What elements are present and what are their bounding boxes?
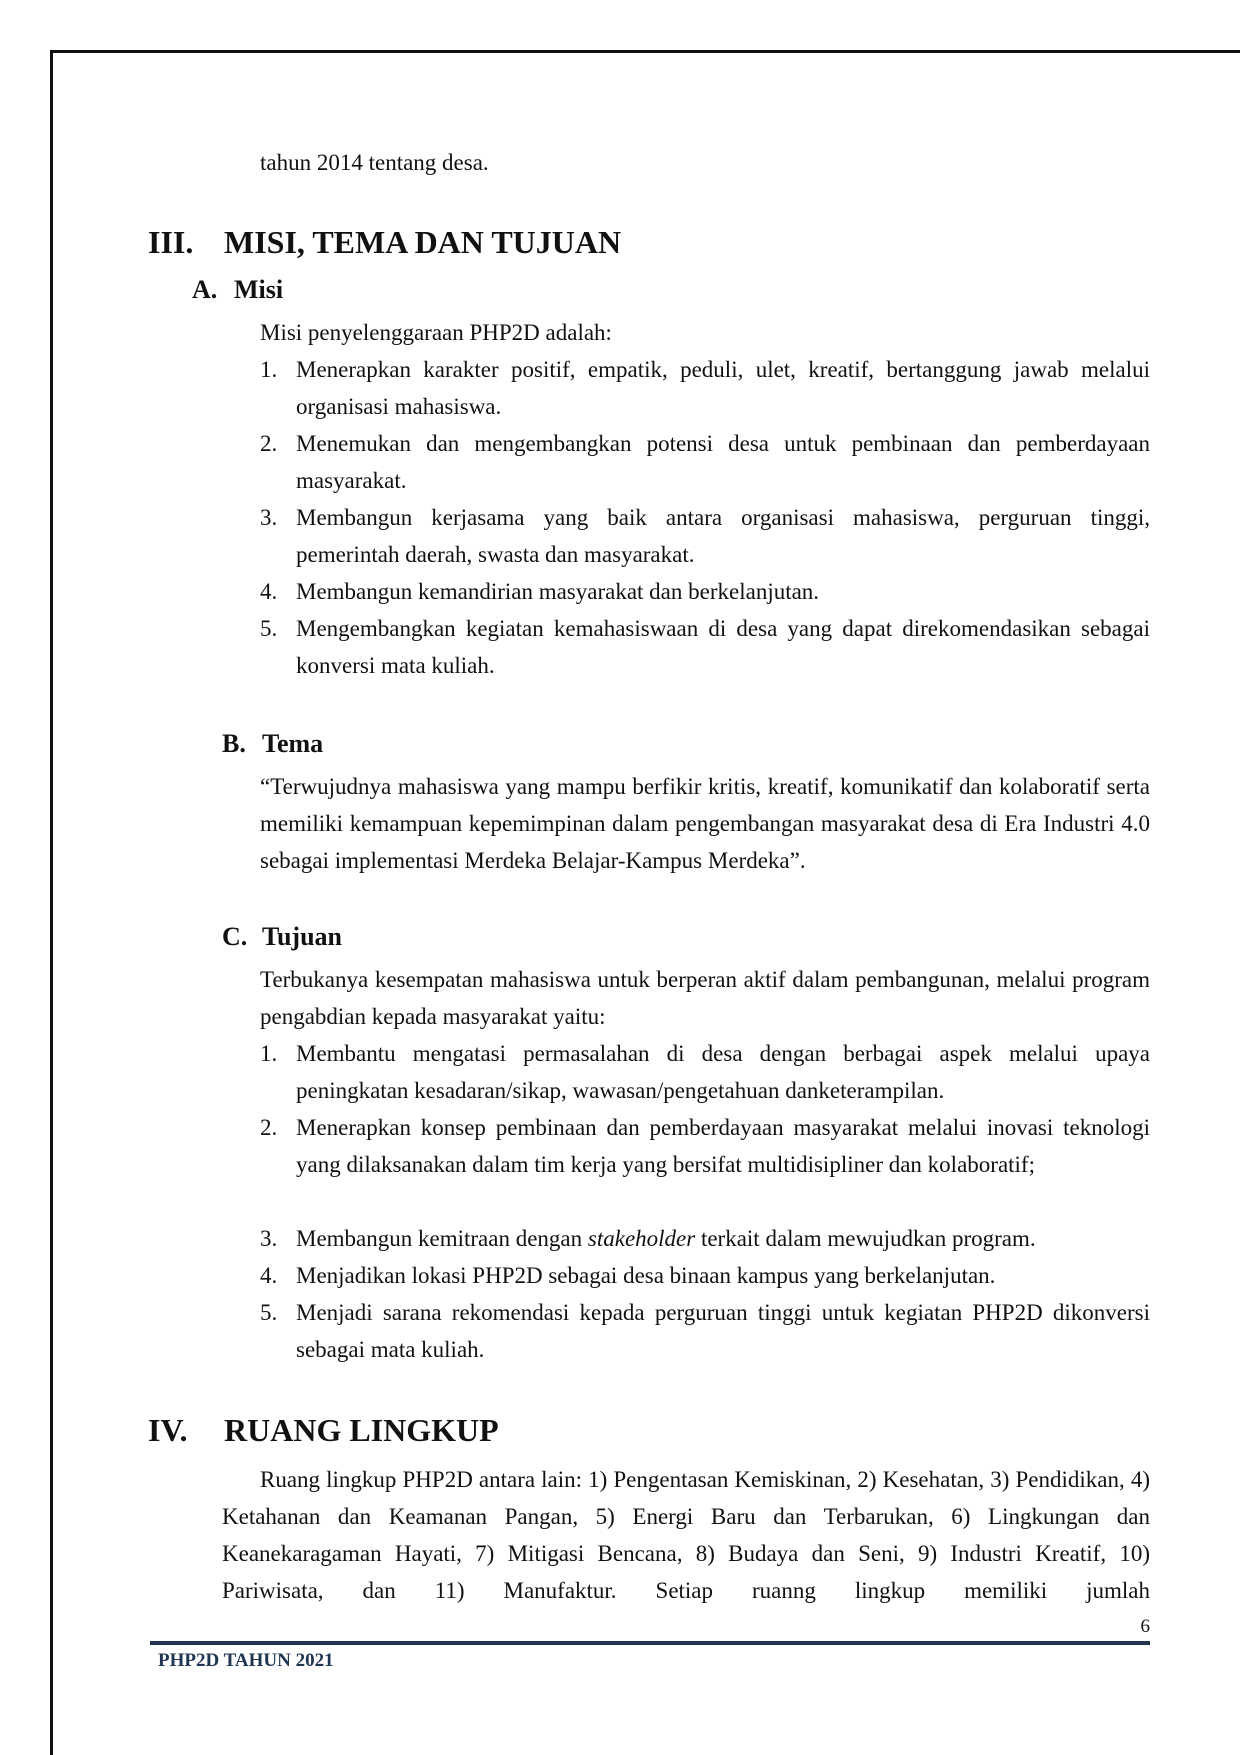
list-number: 5. <box>260 1300 278 1325</box>
subsection-letter: C. <box>222 922 248 951</box>
section-number: IV. <box>148 1412 188 1448</box>
list-item <box>260 1109 1150 1183</box>
section-title: MISI, TEMA DAN TUJUAN <box>224 224 622 260</box>
subsection-tema-heading <box>222 727 323 761</box>
list-number: 3. <box>260 505 278 530</box>
subsection-letter: A. <box>192 275 218 304</box>
footer-divider <box>150 1641 1150 1645</box>
footer-label: PHP2D TAHUN 2021 <box>158 1650 334 1671</box>
tema-text: “Terwujudnya mahasiswa yang mampu berfikir kritis, kreatif, komunikatif dan kolaboratif serta memiliki kemampuan kepemimpinan dalam pengembangan masyarakat desa di Era Industri 4.0 sebagai implementasi Merdeka Belajar-Kampus Merdeka”. <box>260 774 1150 873</box>
list-text: Menjadi sarana rekomendasi kepada perguruan tinggi untuk kegiatan PHP2D dikonversi sebagai mata kuliah. <box>296 1300 1150 1362</box>
tujuan-intro: Terbukanya kesempatan mahasiswa untuk berperan aktif dalam pembangunan, melalui program pengabdian kepada masyarakat yaitu: <box>260 967 1150 1029</box>
list-item <box>260 1035 1150 1109</box>
subsection-title: Tujuan <box>262 922 342 951</box>
intro-text: tahun 2014 tentang desa. <box>260 150 489 175</box>
list-item <box>260 425 1150 499</box>
list-number: 4. <box>260 1263 278 1288</box>
misi-intro: Misi penyelenggaraan PHP2D adalah: <box>260 320 612 345</box>
list-number: 4. <box>260 579 278 604</box>
list-number: 1. <box>260 1041 278 1066</box>
list-number: 5. <box>260 616 278 641</box>
list-text: Menerapkan konsep pembinaan dan pemberdayaan masyarakat melalui inovasi teknologi yang dilaksanakan dalam tim kerja yang bersifat multidisipliner dan kolaboratif; <box>296 1115 1150 1177</box>
list-number: 3. <box>260 1226 278 1251</box>
list-text: Membantu mengatasi permasalahan di desa dengan berbagai aspek melalui upaya peningkatan kesadaran/sikap, wawasan/pengetahuan danketerampilan. <box>296 1041 1150 1103</box>
page-number: 6 <box>1140 1616 1150 1637</box>
list-number: 1. <box>260 357 278 382</box>
subsection-misi-heading <box>192 273 283 307</box>
ruang-lingkup-text: Ruang lingkup PHP2D antara lain: 1) Pengentasan Kemiskinan, 2) Kesehatan, 3) Pendidikan, 4) Ketahanan dan Keamanan Pangan, 5) Energi Baru dan Terbarukan, 6) Lingkungan dan Keanekaragaman Hayati, 7) Mitigasi Bencana, 8) Budaya dan Seni, 9) Industri Kreatif, 10) Pariwisata, dan 11) Manufaktur. Setiap ruanng lingkup memiliki jumlah <box>222 1467 1150 1603</box>
section-title: RUANG LINGKUP <box>224 1412 499 1448</box>
subsection-title: Tema <box>262 729 324 758</box>
subsection-title: Misi <box>234 275 284 304</box>
list-item <box>260 1294 1150 1368</box>
list-text: Mengembangkan kegiatan kemahasiswaan di desa yang dapat direkomendasikan sebagai konversi mata kuliah. <box>296 616 1150 678</box>
subsection-tujuan-heading <box>222 920 342 954</box>
list-item <box>260 1220 1150 1257</box>
list-text: Membangun kerjasama yang baik antara organisasi mahasiswa, perguruan tinggi, pemerintah daerah, swasta dan masyarakat. <box>296 505 1150 567</box>
list-number: 2. <box>260 1115 278 1140</box>
list-item <box>260 1257 1150 1294</box>
list-text: Menjadikan lokasi PHP2D sebagai desa binaan kampus yang berkelanjutan. <box>296 1263 996 1288</box>
section-iii-heading <box>148 222 621 262</box>
list-text-part: terkait dalam mewujudkan program. <box>695 1226 1036 1251</box>
list-item <box>260 573 1150 610</box>
list-text: Membangun kemandirian masyarakat dan berkelanjutan. <box>296 579 820 604</box>
list-item <box>260 499 1150 573</box>
section-number: III. <box>148 224 194 260</box>
list-text <box>296 1220 1150 1257</box>
list-text: Menemukan dan mengembangkan potensi desa untuk pembinaan dan pemberdayaan masyarakat. <box>296 431 1150 493</box>
list-item <box>260 610 1150 684</box>
section-iv-heading <box>148 1410 499 1450</box>
list-text-italic: stakeholder <box>587 1226 696 1251</box>
subsection-letter: B. <box>222 729 246 758</box>
list-text-part: Membangun kemitraan dengan <box>296 1226 588 1251</box>
list-number: 2. <box>260 431 278 456</box>
list-item <box>260 351 1150 425</box>
list-text: Menerapkan karakter positif, empatik, peduli, ulet, kreatif, bertanggung jawab melalui organisasi mahasiswa. <box>296 357 1150 419</box>
